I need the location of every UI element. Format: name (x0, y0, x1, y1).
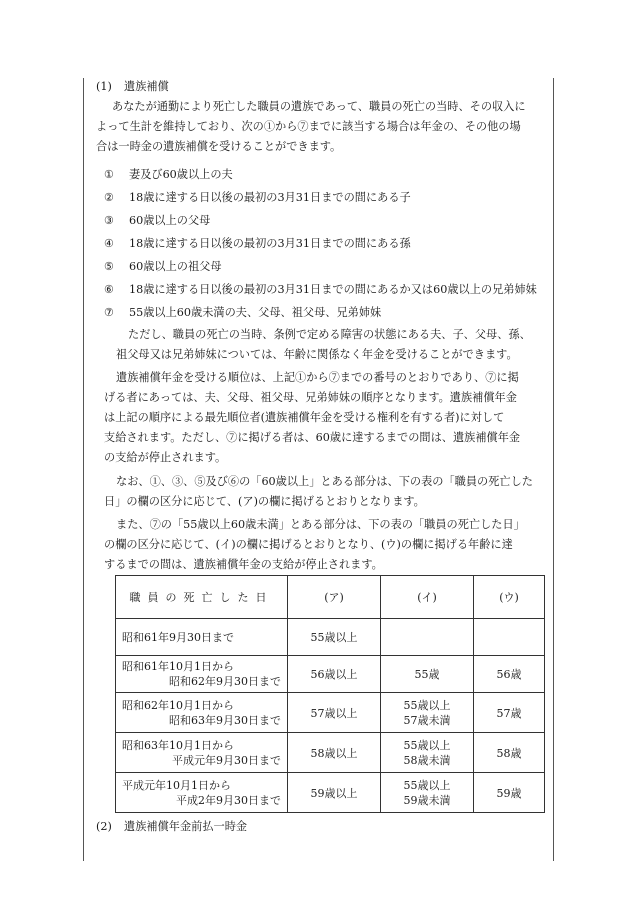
right-margin-rule (553, 78, 554, 861)
date-from: 昭和61年10月1日から (122, 660, 234, 673)
item-text: 60歳以上の父母 (129, 214, 211, 227)
proviso-line: 祖父母又は兄弟姉妹については、年齢に関係なく年金を受けることができます。 (116, 348, 518, 361)
table-row (116, 733, 545, 773)
note2-line: するまでの間は、遺族補償年金の支給が停止されます。 (104, 558, 383, 571)
death-date-cell (116, 656, 288, 693)
date-from: 昭和63年10月1日から (122, 738, 234, 752)
date-to: 昭和62年9月30日まで (169, 675, 281, 688)
order-line: 遺族補償年金を受ける順位は、上記①から⑦までの番号のとおりであり、⑦に掲 (116, 371, 519, 384)
section-2-number: (2) (96, 820, 112, 833)
note2-line: の欄の区分に応じて、(イ)の欄に掲げるとおりとなり、(ウ)の欄に掲げる年齢に達 (104, 538, 513, 551)
col-i-cell: 55歳 (381, 656, 474, 693)
age-table (115, 575, 545, 813)
note2-line: また、⑦の「55歳以上60歳未満」とある部分は、下の表の「職員の死亡した日」 (116, 518, 525, 531)
order-line: げる者にあっては、夫、父母、祖父母、兄弟姉妹の順序となります。遺族補償年金 (104, 391, 517, 404)
col-a-cell: 59歳以上 (288, 773, 381, 813)
note1-line: 日」の欄の区分に応じて、(ア)の欄に掲げるとおりとなります。 (104, 495, 425, 508)
col-i-to: 58歳未満 (403, 753, 451, 767)
item-number: ④ (104, 237, 115, 250)
header-u: (ウ) (474, 576, 545, 619)
date-from: 平成元年10月1日から (122, 778, 231, 792)
table-row (116, 693, 545, 733)
header-death-date-label: 職員の死亡した日 (129, 591, 274, 604)
death-date-cell (116, 733, 288, 773)
death-date-cell (116, 693, 288, 733)
header-a: (ア) (288, 576, 381, 619)
item-text: 18歳に達する日以後の最初の3月31日までの間にあるか又は60歳以上の兄弟姉妹 (129, 283, 537, 296)
item-number: ⑦ (104, 306, 115, 319)
section-1-number: (1) (96, 80, 112, 93)
col-u-cell: 56歳 (474, 656, 545, 693)
date-to: 昭和63年9月30日まで (169, 713, 281, 727)
item-number: ③ (104, 214, 115, 227)
col-i-from: 55歳以上 (403, 738, 451, 752)
col-i-from: 55歳以上 (403, 778, 451, 792)
col-i-cell (381, 619, 474, 656)
item-number: ① (104, 168, 115, 181)
item-text: 18歳に達する日以後の最初の3月31日までの間にある子 (129, 191, 411, 204)
item-text: 18歳に達する日以後の最初の3月31日までの間にある孫 (129, 237, 411, 250)
table-row (116, 619, 545, 656)
date-from: 昭和61年9月30日まで (122, 630, 234, 644)
item-text: 55歳以上60歳未満の夫、父母、祖父母、兄弟姉妹 (129, 306, 382, 319)
col-i-to: 59歳未満 (403, 793, 451, 807)
col-i-cell (381, 733, 474, 773)
item-text: 妻及び60歳以上の夫 (129, 168, 233, 181)
intro-line: 合は一時金の遺族補償を受けることができます。 (96, 140, 342, 153)
death-date-cell (116, 619, 288, 656)
header-i: (イ) (381, 576, 474, 619)
col-i-from: 55歳以上 (403, 698, 451, 712)
item-number: ② (104, 191, 115, 204)
section-2-title: 遺族補償年金前払一時金 (124, 820, 248, 833)
col-a-cell: 56歳以上 (288, 656, 381, 693)
death-date-cell (116, 773, 288, 813)
order-line: は上記の順序による最先順位者(遺族補償年金を受ける権利を有する者)に対して (104, 411, 505, 424)
order-line: 支給されます。ただし、⑦に掲げる者は、60歳に達するまでの間は、遺族補償年金 (104, 431, 521, 444)
col-i-cell (381, 773, 474, 813)
col-u-cell: 57歳 (474, 693, 545, 733)
col-a-cell: 55歳以上 (288, 619, 381, 656)
date-from: 昭和62年10月1日から (122, 698, 234, 712)
col-a-cell: 58歳以上 (288, 733, 381, 773)
table-row (116, 656, 545, 693)
col-u-cell: 59歳 (474, 773, 545, 813)
table-row (116, 773, 545, 813)
left-margin-rule (83, 78, 84, 861)
item-number: ⑥ (104, 283, 115, 296)
col-u-cell: 58歳 (474, 733, 545, 773)
item-number: ⑤ (104, 260, 115, 273)
date-to: 平成元年9月30日まで (172, 753, 281, 767)
header-death-date (116, 576, 288, 619)
col-i-cell (381, 693, 474, 733)
intro-line: あなたが通勤により死亡した職員の遺族であって、職員の死亡の当時、その収入に (112, 100, 526, 113)
note1-line: なお、①、③、⑤及び⑥の「60歳以上」とある部分は、下の表の「職員の死亡した (116, 475, 533, 488)
order-line: の支給が停止されます。 (104, 451, 227, 464)
table-header-row (116, 576, 545, 619)
col-i-to: 57歳未満 (403, 713, 451, 727)
col-a-cell: 57歳以上 (288, 693, 381, 733)
col-u-cell (474, 619, 545, 656)
intro-line: よって生計を維持しており、次の①から⑦までに該当する場合は年金の、その他の場 (96, 120, 521, 133)
proviso-line: ただし、職員の死亡の当時、条例で定める障害の状態にある夫、子、父母、孫、 (128, 328, 531, 341)
item-text: 60歳以上の祖父母 (129, 260, 222, 273)
date-to: 平成2年9月30日まで (176, 793, 281, 807)
section-1-title: 遺族補償 (124, 80, 169, 93)
